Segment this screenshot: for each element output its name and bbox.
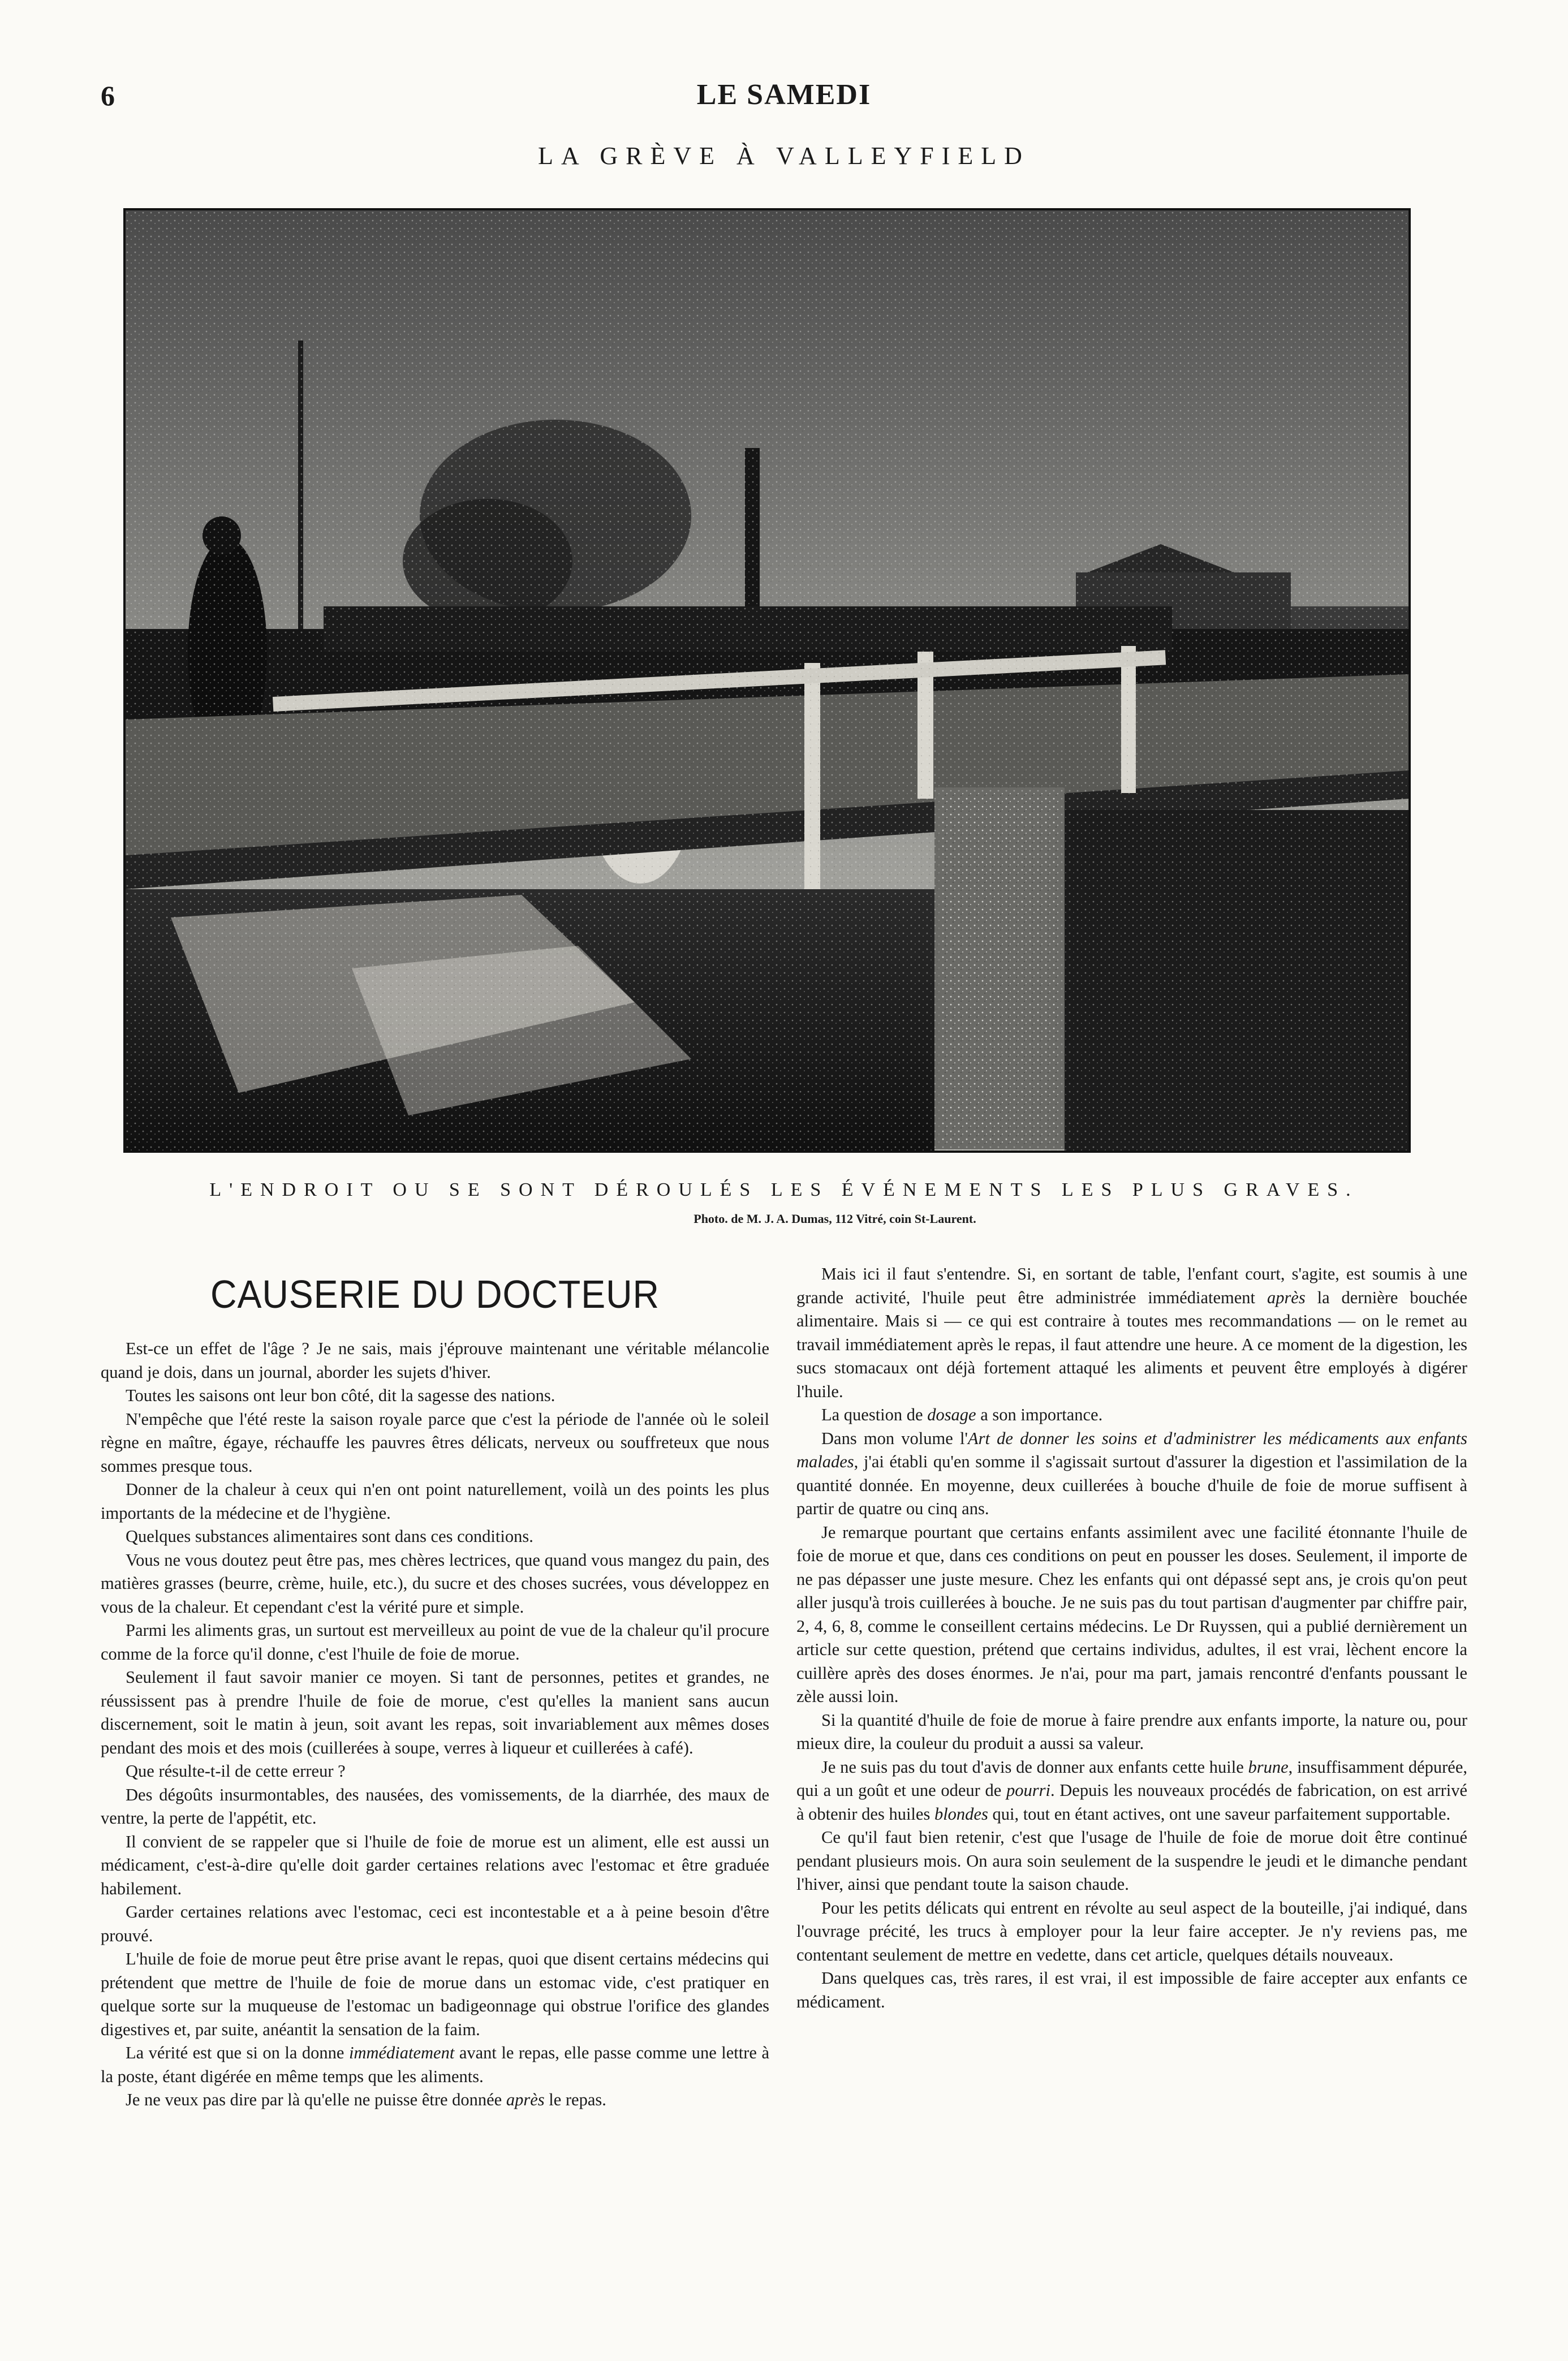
article-title: CAUSERIE DU DOCTEUR xyxy=(210,1272,660,1316)
article-paragraph: Dans mon volume l'Art de donner les soins et d'administrer les médicaments aux enfants malades, j'ai établi qu'en somme il s'agissait surtout d'assurer la digestion et l'assimilation de la quantité donnée. En moyenne, deux cuillerées à bouche d'huile de foie de morue suffisent à partir de quatre ou cinq ans. xyxy=(796,1428,1467,1518)
article-heading: LA GRÈVE À VALLEYFIELD xyxy=(538,142,1030,170)
news-photograph xyxy=(123,208,1411,1153)
article-paragraph: Si la quantité d'huile de foie de morue à faire prendre aux enfants importe, la nature ou, pour mieux dire, la couleur du produit a aussi sa valeur. xyxy=(796,1710,1467,1753)
photo-credit: Photo. de M. J. A. Dumas, 112 Vitré, coin St-Laurent. xyxy=(693,1212,976,1226)
article-paragraph: Que résulte-t-il de cette erreur ? xyxy=(126,1761,346,1781)
article-paragraph: La question de dosage a son importance. xyxy=(821,1405,1103,1424)
article-paragraph: Je remarque pourtant que certains enfants assimilent avec une facilité étonnante l'huile de foie de morue et que, dans ces conditions on peut en pousser les doses. Seulement, il importe de ne pas dépasser une juste mesure. Chez les enfants qui ont dépassé sept ans, je crois qu'on peut aller jusqu'à trois cuillerées à bouche. Je ne suis pas du tout partisan d'augmenter par chiffre pair, 2, 4, 6, 8, comme le conseillent certains médecins. Le Dr Ruyssen, qui a publié dernièrement un article sur cette question, prétend que certains individus, adultes, il est vrai, lèchent encore la cuillère après des doses énormes. Je n'ai, pour ma part, jamais rencontré d'enfants poussant le zèle aussi loin. xyxy=(796,1522,1467,1706)
article-paragraph: Des dégoûts insurmontables, des nausées, des vomissements, de la diarrhée, des maux de ventre, la perte de l'appétit, etc. xyxy=(101,1785,769,1828)
article-paragraph: Garder certaines relations avec l'estomac, ceci est incontestable et a à peine besoin d'être prouvé. xyxy=(101,1902,769,1945)
article-paragraph: Vous ne vous doutez peut être pas, mes chères lectrices, que quand vous mangez du pain, des matières grasses (beurre, crème, huile, etc.), du sucre et des choses sucrées, vous développez en vous de la chaleur. Et cependant c'est la vérité pure et simple. xyxy=(101,1550,769,1617)
page-number: 6 xyxy=(101,80,115,111)
article-paragraph: Seulement il faut savoir manier ce moyen. Si tant de personnes, petites et grandes, ne réussissent pas à prendre l'huile de foie de morue, c'est qu'elles la manient sans aucun discernement, soit le matin à jeun, soit avant les repas, soit invariablement aux mêmes doses pendant des mois et des mois (cuillerées à soupe, verres à liqueur et cuillerées à café). xyxy=(101,1668,769,1757)
article-paragraph: La vérité est que si on la donne immédiatement avant le repas, elle passe comme une lettre à la poste, étant digérée en même temps que les aliments. xyxy=(101,2043,769,2086)
article-paragraph: Parmi les aliments gras, un surtout est merveilleux au point de vue de la chaleur qu'il procure comme de la force qu'il donne, c'est l'huile de foie de morue. xyxy=(101,1621,769,1664)
article-paragraph: Ce qu'il faut bien retenir, c'est que l'usage de l'huile de foie de morue doit être continué pendant plusieurs mois. On aura soin seulement de la suspendre le jeudi et le dimanche pendant l'hiver, ainsi que pendant toute la saison chaude. xyxy=(796,1828,1467,1894)
article-paragraph: Toutes les saisons ont leur bon côté, dit la sagesse des nations. xyxy=(126,1386,555,1405)
article-paragraph: Je ne suis pas du tout d'avis de donner aux enfants cette huile brune, insuffisamment dépurée, qui a un goût et une odeur de pourri. Depuis les nouveaux procédés de fabrication, on est arrivé à obtenir des huiles blondes qui, tout en étant actives, ont une saveur parfaitement supportable. xyxy=(796,1757,1468,1824)
article-paragraph: L'huile de foie de morue peut être prise avant le repas, quoi que disent certains médecins qui prétendent que mettre de l'huile de foie de morue dans un estomac vide, c'est pratiquer en quelque sorte sur la muqueuse de l'estomac un badigeonnage qui obstrue l'orifice des glandes digestives et, par suite, anéantit la sensation de la faim. xyxy=(101,1949,769,2039)
article-paragraph: Pour les petits délicats qui entrent en révolte au seul aspect de la bouteille, j'ai indiqué, dans l'ouvrage précité, les trucs à employer pour la leur faire accepter. Je n'y reviens pas, me contentant seulement de mettre en vedette, dans cet article, quelques détails nouveaux. xyxy=(796,1898,1467,1964)
article-paragraph: Mais ici il faut s'entendre. Si, en sortant de table, l'enfant court, s'agite, est soumis à une grande activité, l'huile peut être administrée immédiatement après la dernière bouchée alimentaire. Mais si — ce qui est contraire à toutes mes recommandations — on le remet au travail immédiatement après le repas, il faut attendre une heure. A ce moment de la digestion, les sucs stomacaux ont déjà fortement attaqué les aliments et peuvent être employés à digérer l'huile. xyxy=(796,1264,1467,1401)
article-paragraph: Je ne veux pas dire par là qu'elle ne puisse être donnée après le repas. xyxy=(126,2090,606,2109)
article-column-right xyxy=(796,1263,1467,2014)
article-paragraph: Donner de la chaleur à ceux qui n'en ont point naturellement, voilà un des points les plus importants de la médecine et de l'hygiène. xyxy=(101,1480,769,1523)
article-column-left xyxy=(101,1263,769,2112)
photo-caption: L'ENDROIT OU SE SONT DÉROULÉS LES ÉVÉNEMENTS LES PLUS GRAVES. xyxy=(209,1179,1359,1200)
article-paragraph: N'empêche que l'été reste la saison royale parce que c'est la période de l'année où le soleil règne en maître, égaye, réchauffe les pauvres êtres délicats, nerveux ou souffreteux que nous sommes presque tous. xyxy=(101,1409,769,1476)
journal-title: LE SAMEDI xyxy=(696,79,872,111)
article-paragraph: Il convient de se rappeler que si l'huile de foie de morue est un aliment, elle est aussi un médicament, c'est-à-dire qu'elle doit garder certaines relations avec l'estomac et être graduée habilement. xyxy=(101,1832,769,1898)
article-paragraph: Est-ce un effet de l'âge ? Je ne sais, mais j'éprouve maintenant une véritable mélancolie quand je dois, dans un journal, aborder les sujets d'hiver. xyxy=(101,1339,769,1382)
article-paragraph: Dans quelques cas, très rares, il est vrai, il est impossible de faire accepter aux enfants ce médicament. xyxy=(796,1968,1467,2011)
article-paragraph: Quelques substances alimentaires sont dans ces conditions. xyxy=(126,1527,533,1546)
